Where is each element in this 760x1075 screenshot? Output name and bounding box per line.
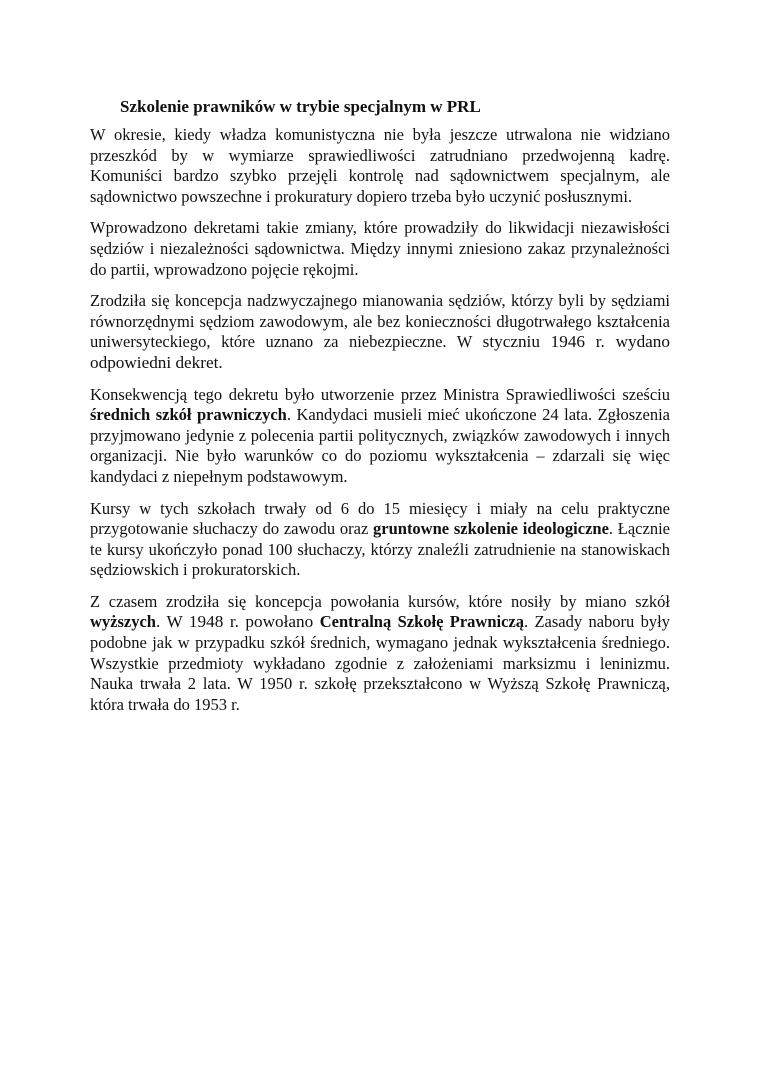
text-run: Z czasem zrodziła się koncepcja powołania kursów, które nosiły by miano szkół <box>90 591 670 611</box>
text-run: Kursy w tych szkołach trwały od 6 do 15 miesięcy i miały na celu praktyczne przygotowanie słuchaczy do zawodu oraz <box>90 498 670 539</box>
paragraph-1 <box>90 125 670 207</box>
text-run: Konsekwencją tego dekretu było utworzenie przez Ministra Sprawiedliwości sześciu <box>90 384 670 404</box>
text-run: W okresie, kiedy władza komunistyczna nie była jeszcze utrwalona nie widziano przeszkód by w wymiarze sprawiedliwości zatrudniano przedwojenną kadrę. Komuniści bardzo szybko przejęli kontrolę nad sądownictwem specjalnym, ale sądownictwo powszechne i prokuratury dopiero trzeba było uczynić posłusznymi. <box>90 125 670 206</box>
paragraph-4 <box>90 385 670 488</box>
bold-text-run: Centralną Szkołę Prawniczą <box>319 612 524 632</box>
paragraph-5 <box>90 499 670 581</box>
bold-text-run: średnich szkół prawniczych <box>90 405 287 425</box>
text-run: . Łącznie te kursy ukończyło ponad 100 słuchaczy, którzy znaleźli zatrudnienie na stanowiskach sędziowskich i prokuratorskich. <box>90 519 670 580</box>
text-run: . W 1948 r. powołano <box>155 612 320 632</box>
text-run: styczniu 1946 r. wydano odpowiedni dekret. <box>90 332 670 372</box>
document-page <box>90 96 670 726</box>
text-run: Wprowadzono dekretami takie zmiany, które prowadziły do likwidacji niezawisłości sędziów i niezależności sądownictwa. Między innymi zniesiono zakaz przynależności do partii, wprowadzono pojęcie rękojmi. <box>90 218 670 279</box>
paragraph-2 <box>90 218 670 280</box>
paragraph-3 <box>90 291 670 373</box>
text-run: Zrodziła się koncepcja nadzwyczajnego mianowania sędziów, którzy byli by sędziami równorzędnymi sędziom zawodowym, ale bez konieczności długotrwałego kształcenia uniwersyteckiego, które uznano za niebezpieczne. W <box>90 291 670 352</box>
text-run: . Kandydaci musieli mieć ukończone 24 lata. Zgłoszenia przyjmowano jedynie z polecenia partii politycznych, związków zawodowych i innych organizacji. Nie było warunków co do poziomu wykształcenia – zdarzali się więc kandydaci z niepełnym podstawowym. <box>90 405 670 486</box>
paragraph-6 <box>90 592 670 716</box>
bold-text-run: wyższych <box>90 612 156 632</box>
document-body <box>90 125 670 715</box>
document-title: Szkolenie prawników w trybie specjalnym w PRL <box>120 97 481 116</box>
bold-text-run: gruntowne szkolenie ideologiczne <box>373 519 609 539</box>
text-run: . Zasady naboru były podobne jak w przypadku szkół średnich, wymagano jednak wykształcenia średniego. Wszystkie przedmioty wykładano zgodnie z założeniami marksizmu i leninizmu. Nauka trwała 2 lata. W 1950 r. szkołę przekształcono w Wyższą Szkołę Prawniczą, która trwała do 1953 r. <box>90 612 670 714</box>
